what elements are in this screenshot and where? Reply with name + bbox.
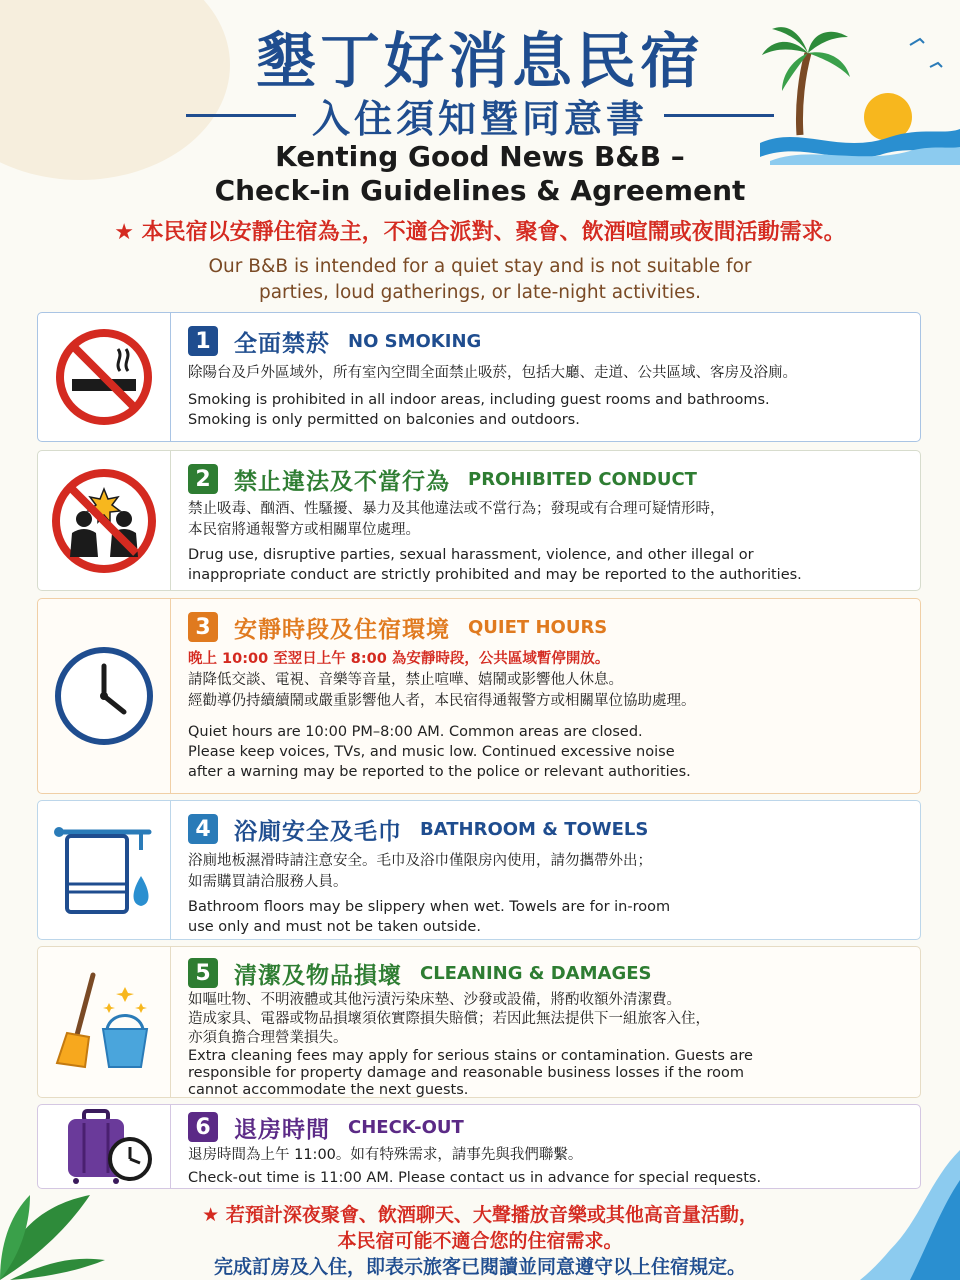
section-number: 2 xyxy=(188,464,218,494)
section-text-en: after a warning may be reported to the police or relevant authorities. xyxy=(188,764,691,780)
section-text-zh: 除陽台及戶外區域外，所有室內空間全面禁止吸菸，包括大廳、走道、公共區域、客房及浴廁。 xyxy=(188,365,797,381)
english-title-line: Check-in Guidelines & Agreement xyxy=(214,174,746,207)
section-content xyxy=(188,611,910,782)
subtitle-row xyxy=(0,88,960,143)
section-text-zh: 浴廁地板濕滑時請注意安全。毛巾及浴巾僅限房內使用，請勿攜帶外出； xyxy=(188,853,652,869)
section-content xyxy=(188,1111,910,1188)
towel-icon xyxy=(49,820,159,920)
section-text-zh: 經勸導仍持續續鬧或嚴重影響他人者，本民宿得通報警方或相關單位協助處理。 xyxy=(188,693,696,709)
section-text-en: Quiet hours are 10:00 PM–8:00 AM. Common areas are closed. xyxy=(188,724,643,740)
luggage-clock-icon xyxy=(54,1109,154,1185)
section-text-zh: 本民宿將通報警方或相關單位處理。 xyxy=(188,522,420,538)
section-title-en: PROHIBITED CONDUCT xyxy=(468,468,697,490)
section-number: 1 xyxy=(188,326,218,356)
section-text-en: Bathroom floors may be slippery when wet. Towels are for in-room xyxy=(188,899,671,915)
section-bathroom-towels xyxy=(37,800,921,940)
section-text-en: use only and must not be taken outside. xyxy=(188,919,481,935)
icon-cell xyxy=(38,947,171,1097)
section-content xyxy=(188,325,910,430)
section-title-en: NO SMOKING xyxy=(348,330,482,352)
section-number: 6 xyxy=(188,1112,218,1142)
section-title-zh: 清潔及物品損壞 xyxy=(234,962,402,989)
section-content xyxy=(188,957,910,1099)
section-text-zh: 禁止吸毒、酗酒、性騷擾、暴力及其他違法或不當行為；發現或有合理可疑情形時， xyxy=(188,501,725,517)
section-text-zh: 造成家具、電器或物品損壞須依實際損失賠償；若因此無法提供下一組旅客入住， xyxy=(188,1011,710,1027)
section-title-en: BATHROOM & TOWELS xyxy=(420,818,649,840)
section-heading xyxy=(188,957,910,989)
notice-line: Our B&B is intended for a quiet stay and is not suitable for xyxy=(208,256,752,277)
no-fighting-icon xyxy=(50,467,158,575)
section-title-zh: 全面禁菸 xyxy=(234,330,330,357)
section-heading xyxy=(188,325,910,357)
english-title xyxy=(0,140,960,208)
divider xyxy=(186,114,296,117)
section-text-en: inappropriate conduct are strictly prohibited and may be reported to the authorities. xyxy=(188,567,802,583)
section-heading xyxy=(188,813,910,845)
broom-bucket-icon xyxy=(49,967,159,1077)
section-title-zh: 浴廁安全及毛巾 xyxy=(234,818,402,845)
section-title-zh: 退房時間 xyxy=(234,1116,330,1143)
section-text-zh: 亦須負擔合理營業損失。 xyxy=(188,1030,348,1046)
section-cleaning-damages xyxy=(37,946,921,1098)
section-text-en: Smoking is only permitted on balconies and outdoors. xyxy=(188,412,580,428)
footer-warning: ★ 若預計深夜聚會、飲酒聊天、大聲播放音樂或其他高音量活動， xyxy=(202,1204,758,1226)
section-title-en: CLEANING & DAMAGES xyxy=(420,962,652,984)
footer-warning: 本民宿可能不適合您的住宿需求。 xyxy=(337,1230,623,1252)
page-title: 墾丁好消息民宿 xyxy=(256,27,704,97)
footer-agreement: 完成訂房及入住，即表示旅客已閱讀並同意遵守以上住宿規定。 xyxy=(213,1256,746,1278)
icon-cell xyxy=(38,599,171,793)
section-number: 4 xyxy=(188,814,218,844)
quiet-notice-en xyxy=(0,254,960,306)
section-text-en: cannot accommodate the next guests. xyxy=(188,1082,469,1098)
section-text-en: Extra cleaning fees may apply for serious stains or contamination. Guests are xyxy=(188,1048,753,1064)
icon-cell xyxy=(38,313,171,441)
section-check-out xyxy=(37,1104,921,1189)
section-title-zh: 安靜時段及住宿環境 xyxy=(234,616,450,643)
section-text-en: Drug use, disruptive parties, sexual harassment, violence, and other illegal or xyxy=(188,547,754,563)
section-no-smoking xyxy=(37,312,921,442)
section-text-zh: 如需購買請洽服務人員。 xyxy=(188,874,348,890)
section-text-en: Check-out time is 11:00 AM. Please contact us in advance for special requests. xyxy=(188,1170,762,1186)
icon-cell xyxy=(38,801,171,939)
notice-line: parties, loud gatherings, or late-night activities. xyxy=(258,282,702,303)
section-title-zh: 禁止違法及不當行為 xyxy=(234,468,450,495)
section-prohibited-conduct xyxy=(37,450,921,591)
section-content xyxy=(188,463,910,585)
section-text-en: responsible for property damage and reasonable business losses if the room xyxy=(188,1065,744,1081)
divider xyxy=(664,114,774,117)
section-heading xyxy=(188,1111,910,1143)
clock-icon xyxy=(52,644,156,748)
section-title-en: CHECK-OUT xyxy=(348,1116,464,1138)
english-title-line: Kenting Good News B&B – xyxy=(275,140,685,173)
no-smoking-icon xyxy=(54,327,154,427)
section-text-zh: 請降低交談、電視、音樂等音量，禁止喧嘩、嬉鬧或影響他人休息。 xyxy=(188,672,623,688)
section-text-zh: 如嘔吐物、不明液體或其他污漬污染床墊、沙發或設備，將酌收額外清潔費。 xyxy=(188,992,681,1008)
section-text-zh: 退房時間為上午 11:00。如有特殊需求，請事先與我們聯繫。 xyxy=(188,1147,583,1163)
section-heading xyxy=(188,463,910,495)
section-text-en: Please keep voices, TVs, and music low. Continued excessive noise xyxy=(188,744,675,760)
section-title-en: QUIET HOURS xyxy=(468,616,608,638)
section-heading xyxy=(188,611,910,643)
page-subtitle: 入住須知暨同意書 xyxy=(311,97,648,141)
section-quiet-hours xyxy=(37,598,921,794)
quiet-hours-highlight: 晚上 10:00 至翌日上午 8:00 為安靜時段，公共區域暫停開放。 xyxy=(188,651,610,667)
icon-cell xyxy=(38,451,171,590)
section-content xyxy=(188,813,910,937)
icon-cell xyxy=(38,1105,171,1188)
section-number: 3 xyxy=(188,612,218,642)
section-text-en: Smoking is prohibited in all indoor areas, including guest rooms and bathrooms. xyxy=(188,392,770,408)
quiet-notice-zh: ★ 本民宿以安靜住宿為主，不適合派對、聚會、飲酒喧鬧或夜間活動需求。 xyxy=(114,220,846,245)
section-number: 5 xyxy=(188,958,218,988)
